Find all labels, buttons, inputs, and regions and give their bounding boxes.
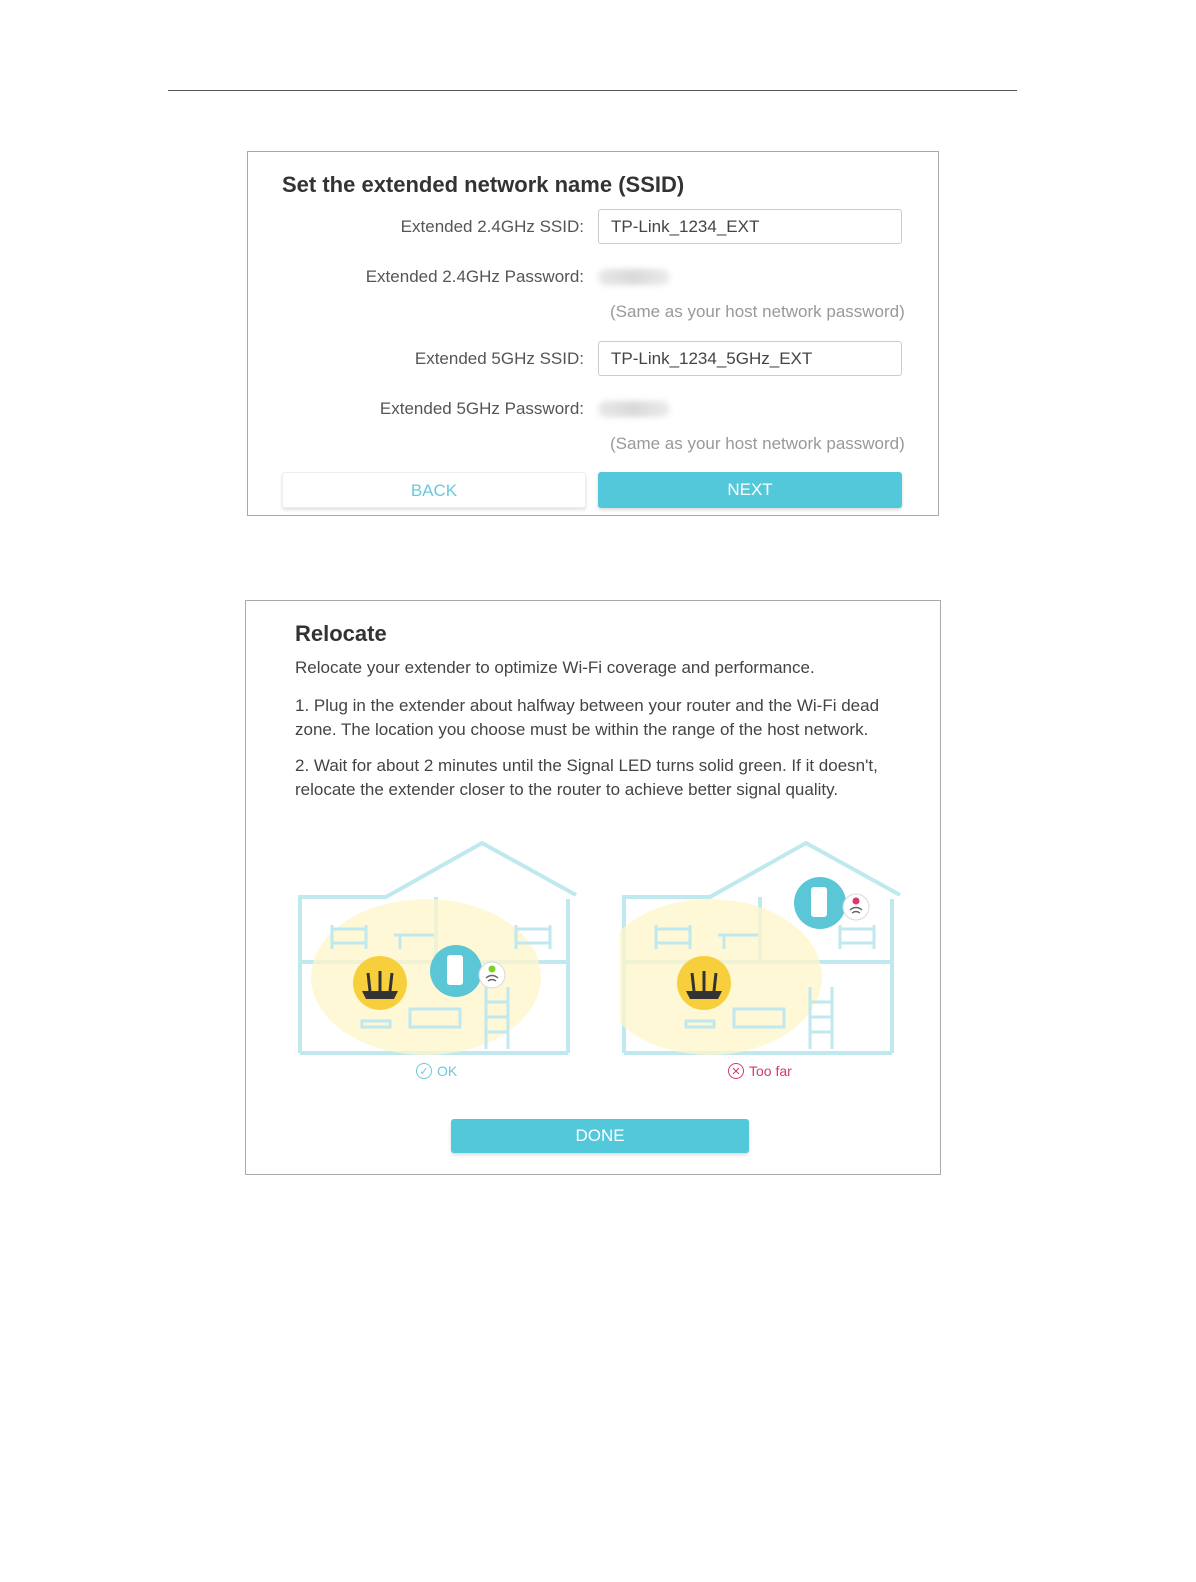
wifi-led-icon — [843, 894, 869, 920]
pw24-hint: (Same as your host network password) — [610, 302, 905, 321]
page-divider — [168, 90, 1017, 91]
relocate-step-2: 2. Wait for about 2 minutes until the Signal LED turns solid green. If it doesn't, relocate the extender closer to the router to achieve better signal quality. — [295, 756, 878, 799]
ssid5-label: Extended 5GHz SSID: — [414, 349, 584, 368]
house-illustration-too-far — [620, 837, 904, 1057]
relocate-panel — [245, 600, 941, 1175]
ssid-settings-panel — [247, 151, 939, 516]
router-icon — [677, 956, 731, 1010]
house-ok-drawing — [296, 837, 580, 1057]
done-button[interactable]: DONE — [451, 1119, 749, 1153]
ssid-panel-title: Set the extended network name (SSID) — [282, 172, 685, 197]
pw24-label: Extended 2.4GHz Password: — [365, 267, 584, 286]
ssid24-label: Extended 2.4GHz SSID: — [400, 217, 584, 236]
too-far-label: Too far — [749, 1063, 792, 1079]
pw24-blurred-value — [598, 269, 670, 285]
back-button[interactable]: BACK — [282, 472, 586, 508]
house-too-far-drawing — [620, 837, 904, 1057]
ssid5-input[interactable] — [598, 341, 902, 376]
status-ok — [416, 1063, 457, 1079]
pw5-blurred-value — [598, 401, 670, 417]
pw5-label: Extended 5GHz Password: — [379, 399, 584, 418]
extender-icon — [430, 945, 482, 997]
check-icon: ✓ — [416, 1063, 432, 1079]
pw5-hint: (Same as your host network password) — [610, 434, 905, 453]
next-button[interactable]: NEXT — [598, 472, 902, 508]
wifi-led-icon — [479, 962, 505, 988]
extender-icon — [794, 877, 846, 929]
status-too-far — [728, 1063, 792, 1079]
cross-icon: ✕ — [728, 1063, 744, 1079]
relocate-step-1: 1. Plug in the extender about halfway between your router and the Wi-Fi dead zone. The location you choose must be within the range of the host network. — [295, 696, 880, 739]
router-icon — [353, 956, 407, 1010]
ssid24-input[interactable] — [598, 209, 902, 244]
ok-label: OK — [437, 1063, 458, 1079]
relocate-intro: Relocate your extender to optimize Wi-Fi coverage and performance. — [295, 658, 815, 677]
relocate-title: Relocate — [295, 621, 387, 646]
house-illustration-ok — [296, 837, 580, 1057]
